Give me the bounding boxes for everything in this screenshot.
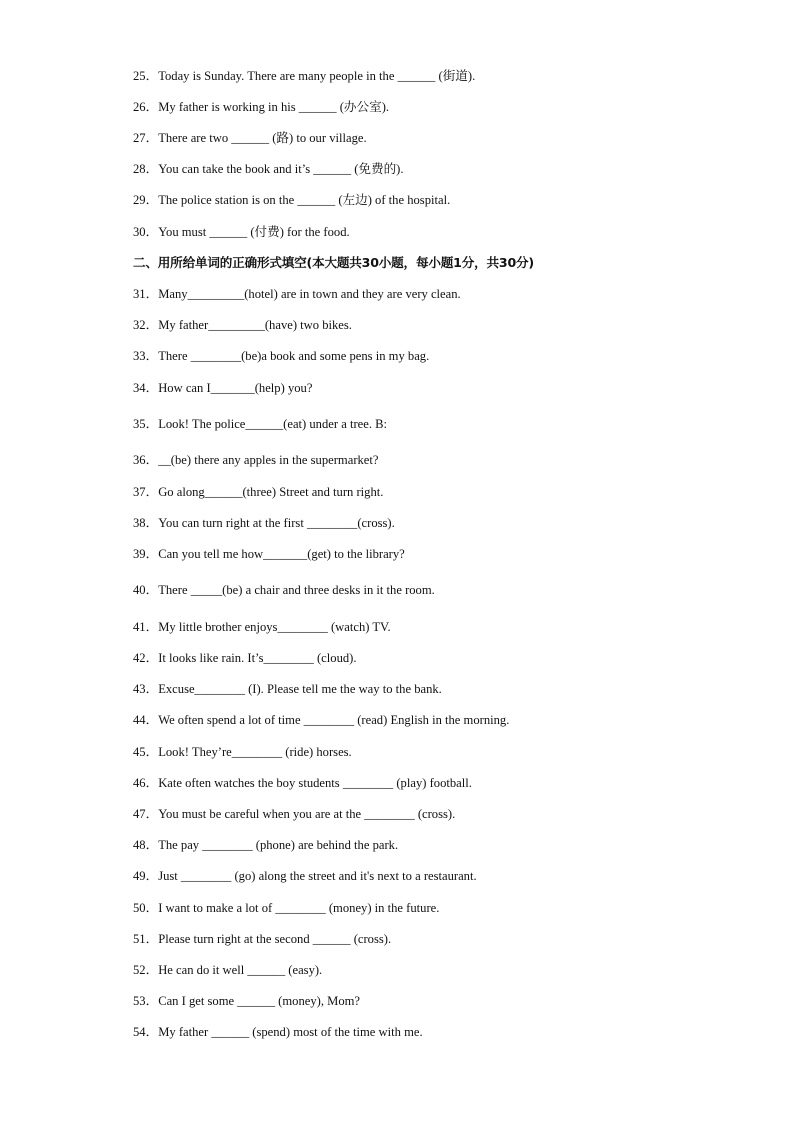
question-number: 54． [133, 1025, 159, 1039]
question-text: Go along______(three) Street and turn right. [158, 485, 384, 499]
question-text: You must be careful when you are at the ________ (cross). [158, 807, 456, 821]
question-27 [133, 130, 367, 146]
question-number: 35． [133, 417, 159, 431]
question-33 [133, 348, 429, 364]
question-26 [133, 99, 389, 115]
question-text: My father ______ (spend) most of the time with me. [158, 1025, 423, 1039]
question-text: My father_________(have) two bikes. [158, 318, 352, 332]
question-text: There are two ______ (路) to our village. [158, 131, 367, 145]
question-number: 27． [133, 131, 159, 145]
question-text: Excuse________ (I). Please tell me the way to the bank. [158, 682, 442, 696]
question-text: My father is working in his ______ (办公室). [158, 100, 390, 114]
question-number: 53． [133, 994, 159, 1008]
question-number: 32． [133, 318, 159, 332]
question-28 [133, 161, 404, 177]
question-number: 43． [133, 682, 159, 696]
question-text: You must ______ (付费) for the food. [158, 225, 350, 239]
question-46 [133, 775, 472, 791]
question-31 [133, 286, 461, 302]
question-text: Can you tell me how_______(get) to the library? [158, 547, 405, 561]
question-50 [133, 900, 439, 916]
question-number: 46． [133, 776, 159, 790]
question-number: 42． [133, 651, 159, 665]
question-35 [133, 416, 387, 432]
question-number: 30． [133, 225, 159, 239]
question-40 [133, 582, 435, 598]
question-number: 41． [133, 620, 159, 634]
question-number: 28． [133, 162, 159, 176]
question-number: 37． [133, 485, 159, 499]
question-text: Look! They’re________ (ride) horses. [158, 745, 352, 759]
question-text: Today is Sunday. There are many people in the ______ (街道). [158, 69, 476, 83]
question-text: You can turn right at the first ________(cross). [158, 516, 395, 530]
question-48 [133, 837, 398, 853]
question-number: 52． [133, 963, 159, 977]
question-25 [133, 68, 475, 84]
question-number: 25． [133, 69, 159, 83]
question-text: Just ________ (go) along the street and it's next to a restaurant. [158, 869, 477, 883]
question-text: The police station is on the ______ (左边) of the hospital. [158, 193, 451, 207]
question-number: 45． [133, 745, 159, 759]
question-number: 36． [133, 453, 159, 467]
question-30 [133, 224, 350, 240]
question-number: 40． [133, 583, 159, 597]
question-text: How can I_______(help) you? [158, 381, 313, 395]
question-44 [133, 712, 509, 728]
question-number: 48． [133, 838, 159, 852]
question-36 [133, 452, 379, 468]
question-number: 47． [133, 807, 159, 821]
question-37 [133, 484, 383, 500]
question-34 [133, 380, 312, 396]
question-text: Please turn right at the second ______ (cross). [158, 932, 392, 946]
question-text: I want to make a lot of ________ (money) in the future. [158, 901, 440, 915]
question-number: 39． [133, 547, 159, 561]
question-text: The pay ________ (phone) are behind the park. [158, 838, 399, 852]
question-number: 31． [133, 287, 159, 301]
question-49 [133, 868, 477, 884]
question-39 [133, 546, 405, 562]
question-number: 51． [133, 932, 159, 946]
question-text: Look! The police______(eat) under a tree. B: [158, 417, 388, 431]
question-text: He can do it well ______ (easy). [158, 963, 323, 977]
question-text: There ________(be)a book and some pens in my bag. [158, 349, 430, 363]
question-text: Many_________(hotel) are in town and they are very clean. [158, 287, 461, 301]
section-two-heading: 二、用所给单词的正确形式填空(本大题共30小题，每小题1分，共30分) [133, 255, 534, 270]
question-number: 33． [133, 349, 159, 363]
question-53 [133, 993, 360, 1009]
question-number: 38． [133, 516, 159, 530]
question-32 [133, 317, 352, 333]
question-text: Can I get some ______ (money), Mom? [158, 994, 361, 1008]
question-text: We often spend a lot of time ________ (read) English in the morning. [158, 713, 510, 727]
question-text: You can take the book and it’s ______ (免费的). [158, 162, 404, 176]
question-text: There _____(be) a chair and three desks in it the room. [158, 583, 435, 597]
question-text: __(be) there any apples in the supermarket? [158, 453, 379, 467]
question-51 [133, 931, 391, 947]
question-text: Kate often watches the boy students ________ (play) football. [158, 776, 472, 790]
question-number: 34． [133, 381, 159, 395]
question-number: 49． [133, 869, 159, 883]
question-number: 44． [133, 713, 159, 727]
question-number: 29． [133, 193, 159, 207]
question-43 [133, 681, 442, 697]
question-text: My little brother enjoys________ (watch) TV. [158, 620, 391, 634]
question-41 [133, 619, 391, 635]
question-52 [133, 962, 322, 978]
question-42 [133, 650, 357, 666]
question-number: 50． [133, 901, 159, 915]
question-29 [133, 192, 450, 208]
question-number: 26． [133, 100, 159, 114]
question-47 [133, 806, 455, 822]
question-54 [133, 1024, 423, 1040]
question-text: It looks like rain. It’s________ (cloud). [158, 651, 357, 665]
question-45 [133, 744, 352, 760]
question-38 [133, 515, 395, 531]
